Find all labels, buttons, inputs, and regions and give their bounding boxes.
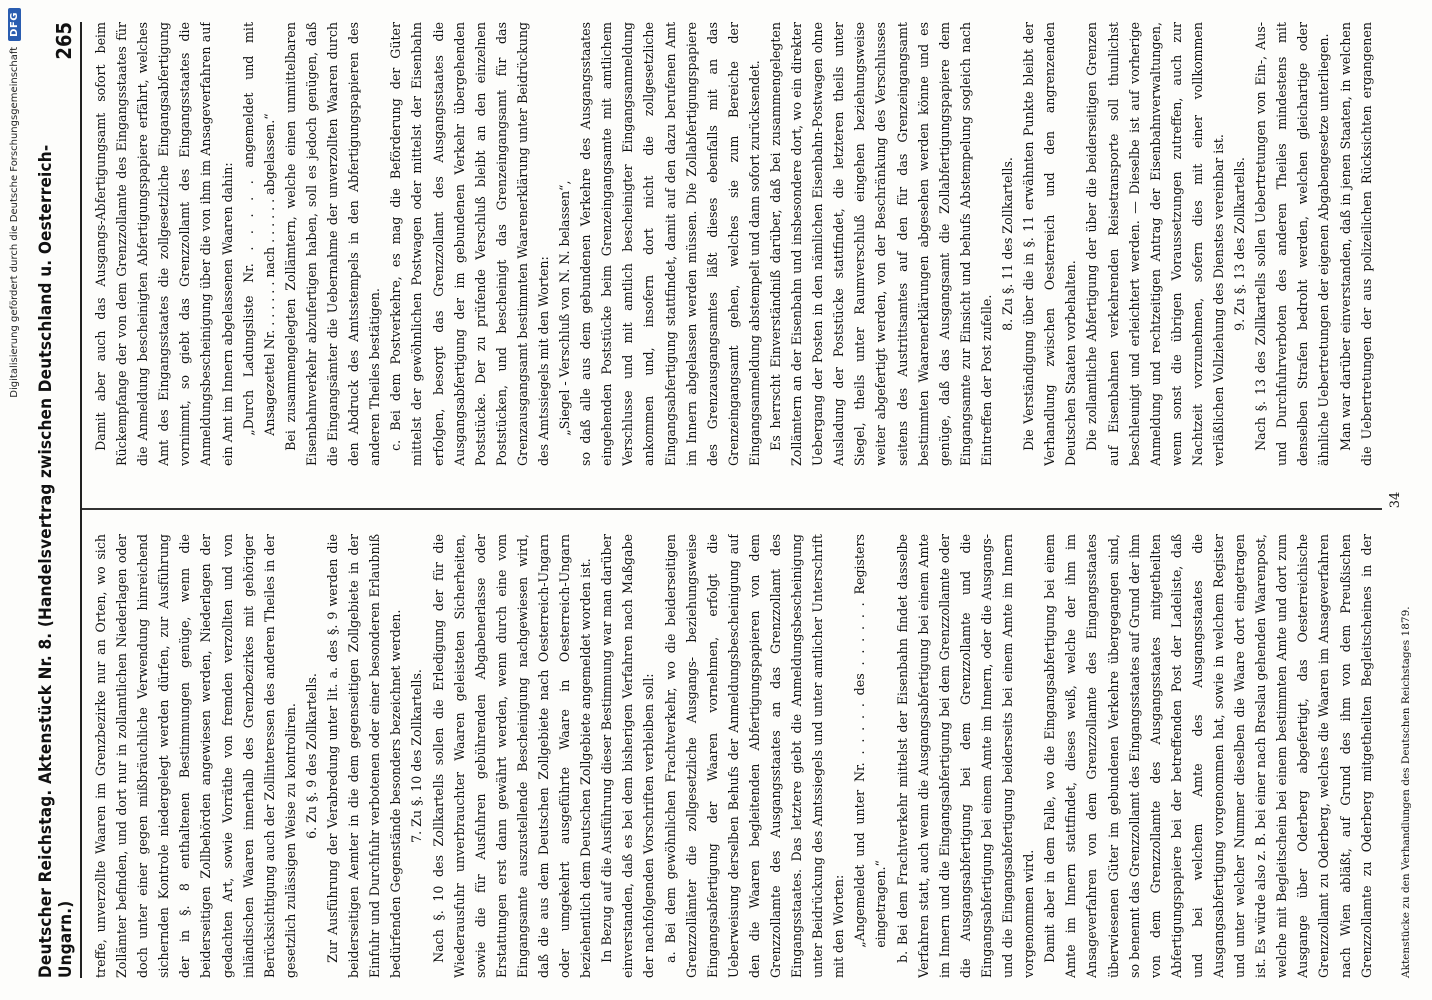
paragraph: Die Verständigung über die in §. 11 erwähnten Punkte bleibt der Verhandlung zwischen Oesterreich und den angrenzenden Deutschen Staaten vorbehalten. [1021,22,1079,466]
paragraph: c. Bei dem Postverkehre, es mag die Beförderung der Güter mittelst der gewöhnlichen Postwagen oder mittelst der Eisenbahn erfolgen, besorgt das Grenzzollamt des Ausgangsstaates die Ausgangsabfertigung der im gebundenen Verkehr übergehenden Poststücke. Der zu prüfende Verschluß bleibt an den einzelnen Poststücken, und bescheinigt das Grenzeingangsamt für das Grenzausgangsamt bestimmten Waarenerklärung unter Beidrückung des Amtssiegels mit den Worten: [388,22,551,466]
section-heading: 6. Zu §. 9 des Zollkartells. [303,673,319,839]
paragraph: Nach §. 13 des Zollkartells sollen Uebertretungen von Ein-, Aus- und Durchfuhrverboten des anderen Theiles mindestens mit denselben Strafen bedroht werden, welchen gleichartige oder ähnliche Uebertretungen der eigenen Abgabengesetze unterliegen. [1253,22,1332,466]
paragraph: Damit aber auch das Ausgangs-Abfertigungsamt sofort beim Rückempfange der von dem Grenzzollamte des Eingangsstaates für die Anmeldung bescheinigten Abfertigungspapiere erfährt, welches Amt des Eingangsstaates die zollgesetzliche Eingangsabfertigung vornimmt, so giebt das Grenzzollamt des Eingangsstaates die Anmeldungsbescheinigung über die von ihm im Ansageverfahren auf ein Amt im Innern abgelassenen Waaren dahin: [93,22,235,466]
dfg-logo: DFG [8,8,21,41]
paragraph: Die zollamtliche Abfertigung der über die beiderseitigen Grenzen auf Eisenbahnen verkehrenden Reisetransporte soll thunlichst beschleunigt und erleichtert werden. — Dieselbe ist auf vorherige Anmeldung und rechtzeitigen Antrag der Eisenbahnverwaltungen, wenn sonst die übrigen Voraussetzungen zutreffen, auch zur Nachtzeit vorzunehmen, sofern dies mit einer vollkommen verläßlichen Vollziehung des Dienstes vereinbar ist. [1084,22,1226,466]
running-header [36,22,82,978]
paragraph: In Bezug auf die Ausführung dieser Bestimmung war man darüber einverstanden, daß es bei dem bisherigen Verfahren nach Maßgabe der nachfolgenden Vorschriften verbleiben soll: [599,534,657,978]
paragraph: Man war darüber einverstanden, daß in jenen Staaten, in welchen die Uebertretungen der aus polizeilichen Rücksichten ergangenen [1337,22,1374,466]
paragraph: Bei zusammengelegten Zollämtern, welche einen unmittelbaren Eisenbahnverkehr abzufertigen haben, soll es jedoch genügen, daß die Eingangsämter die Uebernahme der unverzollten Waaren durch den Abdruck des Amtsstempels in den Abfertigungspapieren des anderen Theiles bestätigen. [282,22,383,466]
quoted-formula: „Durch Ladungsliste Nr. . . . . . angemeldet und mit Ansagezettel Nr. . . . . . . nach . . . . . . abgelassen.“ [240,22,277,436]
page-number: 265 [52,22,76,60]
digitization-credit [8,8,21,398]
quoted-formula: „Angemeldet und unter Nr. . . . . . des . . . . . . Registers eingetragen.“ [852,534,889,948]
section-heading: 7. Zu §. 10 des Zollkartells. [409,669,425,843]
paragraph: treffe, unverzollte Waaren im Grenzbezirke nur an Orten, wo sich Zollämter befinden, und dort nur in zollamtlichen Niederlagen oder doch unter einer gegen mißbräuchliche Verwendung hinreichend sichernden Kontrole niedergelegt werden dürfen, zur Ausführung der in §. 8 enthaltenen Bestimmungen genüge, wenn die beiderseitigen Zollbehörden angewiesen werden, Niederlagen der gedachten Art, sowie Vorräthe von fremden verzollten und von inländischen Waaren innerhalb des Grenzbezirkes mit gehöriger Berücksichtigung auch der Zollinteressen des anderen Theiles in der gesetzlich zulässigen Weise zu kontroliren. [93,534,298,978]
paragraph: b. Bei dem Frachtverkehr mittelst der Eisenbahn findet dasselbe Verfahren statt, auch wenn die Ausgangsabfertigung bei einem Amte im Innern und die Eingangsabfertigung bei dem Grenzzollamte oder die Ausgangsabfertigung bei dem Grenzzollamte und die Eingangsabfertigung bei einem Amte im Innern, oder die Ausgangs- und die Eingangsabfertigung beiderseits bei einem Amte im Innern vorgenommen wird. [894,534,1037,978]
paragraph: a. Bei dem gewöhnlichen Frachtverkehr, wo die beiderseitigen Grenzzollämter die zollgesetzliche Ausgangs- beziehungsweise Eingangsabfertigung der Waaren vornehmen, erfolgt die Ueberweisung derselben Behufs der Anmeldungsbescheinigung auf den die Waaren begleitenden Abfertigungspapieren von dem Grenzzollamte des Ausgangsstaates an das Grenzzollamt des Eingangsstaates. Das letztere giebt die Anmeldungsbescheinigung unter Beidrückung des Amtssiegels und unter amtlicher Unterschrift mit den Worten: [662,534,847,978]
paragraph: so daß alle aus dem gebundenen Verkehre des Ausgangsstaates eingehenden Poststücke beim Grenzeingangsamte mit amtlichem Verschlusse und mit amtlich bescheinigter Eingangsanmeldung ankommen und, insofern dort nicht die zollgesetzliche Eingangsabfertigung stattfindet, damit auf den dazu berufenen Amt im Innern abgelassen werden müssen. Die Zollabfertigungspapiere des Grenzausgangsamtes läßt dieses ebenfalls mit an das Grenzeingangsamt gehen, welches sie zum Bereiche der Eingangsanmeldung abstempelt und dann sofort zurücksendet. [578,22,762,466]
left-column [90,534,1380,978]
paragraph: Es herrscht Einverständniß darüber, daß bei zusammengelegten Zollämtern an der Eisenbahn und insbesondere dort, wo ein direkter Uebergang der Posten in den nämlichen Eisenbahn-Postwagen ohne Ausladung der Poststücke stattfindet, die letzteren theils unter Siegel, theils unter Raumverschluß eingehen beziehungsweise weiter abgefertigt werden, von der Beschränkung des Verschlusses seitens des Austrittsamtes auf den für das Grenzeingangsamt bestimmten Waarenerklärungen abgesehen werden könne und es genüge, daß das Ausgangsamt die Zollabfertigungspapiere dem Eingangsamte zur Einsicht und behufs Abstempelung sogleich nach Eintreffen der Post zufelle. [768,22,994,466]
right-column [90,22,1380,466]
quoted-formula: „Siegel - Verschluß von N. N. belassen“, [557,180,573,436]
digitization-note: Digitalisierung gefördert durch die Deutsche Forschungsgemeinschaft [9,46,20,398]
footnote: Aktenstücke zu den Verhandlungen des Deutschen Reichstages 1879. [1400,606,1412,978]
section-heading: 8. Zu §. 11 des Zollkartells. [1000,157,1016,331]
paragraph: Zur Ausführung der Verabredung unter lit. a. des §. 9 werden die beiderseitigen Aemter in die dem gegenseitigen Zollgebiete in der Einfuhr und Durchfuhr verbotenen oder einer besonderen Erlaubniß bedürfenden Gegenstände besonders bezeichnet werden. [325,534,404,978]
paragraph: Nach §. 10 des Zollkartells sollen die Erledigung der für die Wiederausfuhr unverbrauchter Waaren geleisteten Sicherheiten, sowie die für Ausfuhren gebührenden Abgabenerlasse oder Erstattungen erst dann gewährt werden, wenn durch eine vom Eingangsamte auszustellende Bescheinigung nachgewiesen wird, daß die aus dem Deutschen Zollgebiete nach Oesterreich-Ungarn oder umgekehrt ausgeführte Waare in Oesterreich-Ungarn beziehentlich dem Deutschen Zollgebiete angemeldet worden ist. [430,534,594,978]
section-heading: 9. Zu §. 13 des Zollkartells. [1232,157,1248,331]
header-title: Deutscher Reichstag. Aktenstück Nr. 8. (Handelsvertrag zwischen Deutschland u. Oesterreich-Ungarn.) [36,144,76,978]
paragraph: Damit aber in dem Falle, wo die Eingangsabfertigung bei einem Amte im Innern stattfindet, dieses weiß, welche der ihm im Ansageverfahren von dem Grenzzollamte des Eingangsstaates überwiesenen Güter im gebundenen Verkehre übergegangen sind, so benennt das Grenzzollamt des Eingangsstaates auf Grund der ihm von dem Grenzzollamte des Ausgangsstaates mitgetheilten Abfertigungspapiere bei der betreffenden Post der Ladeliste, daß und bei welchem Amte des Ausgangsstaates die Ausgangsabfertigung vorgenommen hat, sowie in welchem Register und unter welcher Nummer dieselben die Waare dort eingetragen ist. Es würde also z. B. bei einer nach Breslau gehenden Waarenpost, welche mit Begleitschein bei einem bestimmten Amte und dort zum Ausgange über Oderberg abgefertigt, das Oesterreichische Grenzzollamt zu Oderberg, welches die Waaren im Ansageverfahren nach Wien abläßt, auf Grund des ihm von dem Preußischen Grenzzollamte zu Oderberg mitgetheilten Begleitscheines in der [1042,534,1374,978]
sheet-number: 34 [1388,491,1403,509]
column-divider [82,509,1382,511]
